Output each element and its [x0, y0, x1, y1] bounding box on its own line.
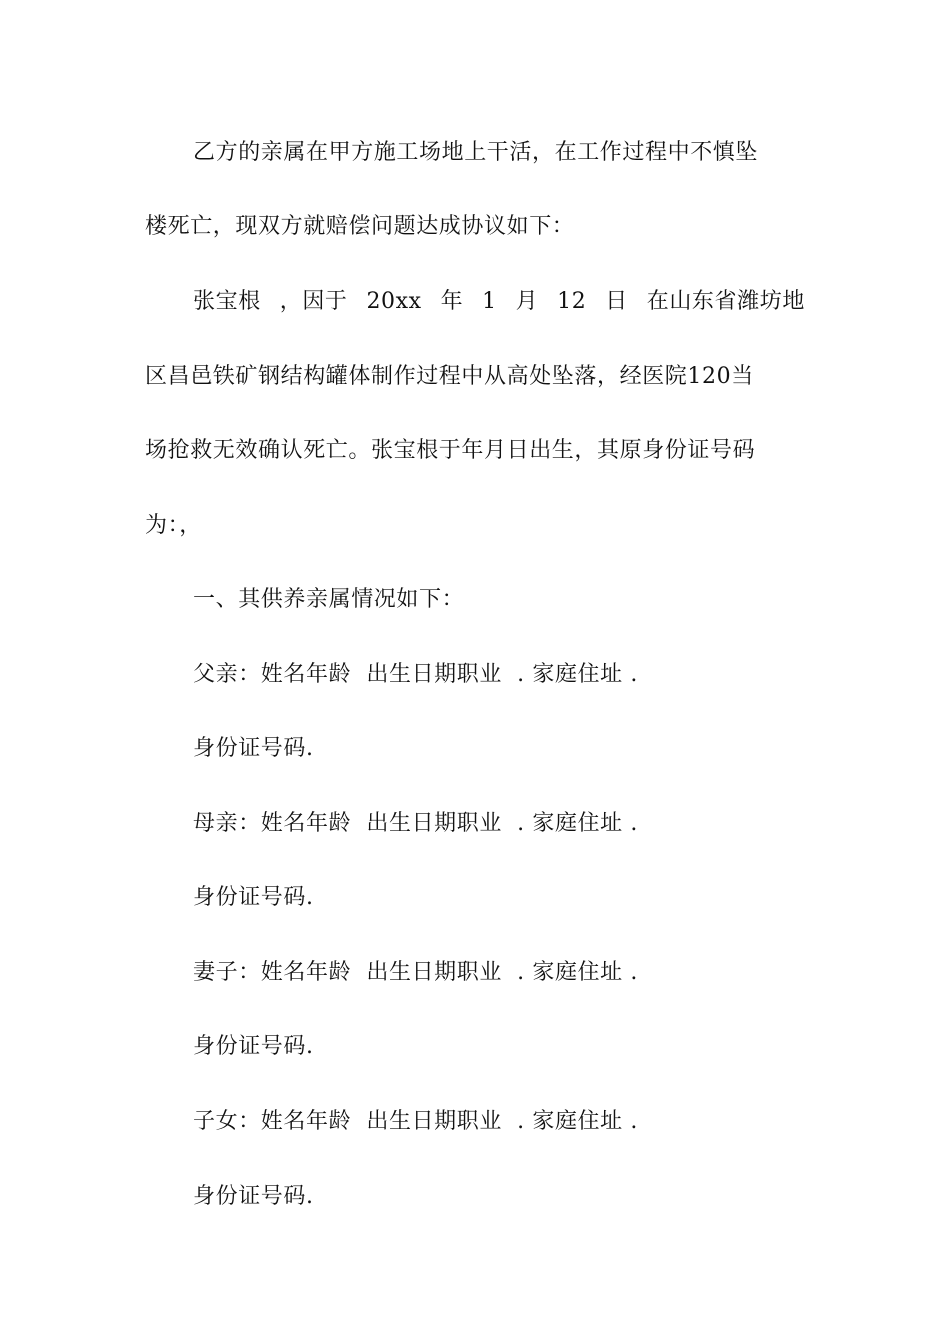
relative-father-id-line: 身份证号码. [193, 736, 314, 761]
relative-children-id-line: 身份证号码. [193, 1184, 314, 1209]
paragraph-2-line-2: 区昌邑铁矿钢结构罐体制作过程中从高处坠落，经医院120当 [145, 364, 754, 389]
relative-mother-line: 母亲：姓名年龄 出生日期职业 . 家庭住址 . [193, 811, 638, 836]
paragraph-2-line-1 [193, 287, 805, 317]
month-label: 月 [515, 289, 539, 314]
month-value: 1 [482, 289, 497, 314]
relative-wife-id-line: 身份证号码. [193, 1034, 314, 1059]
paragraph-1-line-1: 乙方的亲属在甲方施工场地上干活，在工作过程中不慎坠 [193, 140, 759, 165]
relative-mother-id-line: 身份证号码. [193, 885, 314, 910]
paragraph-2-line-3: 场抢救无效确认死亡。张宝根于年月日出生，其原身份证号码 [145, 438, 756, 463]
section-heading: 一、其供养亲属情况如下： [193, 587, 465, 612]
relative-father-line: 父亲：姓名年龄 出生日期职业 . 家庭住址 . [193, 662, 638, 687]
day-label: 日 [605, 289, 628, 314]
location-text: 在山东省潍坊地 [646, 289, 805, 314]
relative-wife-line: 妻子：姓名年龄 出生日期职业 . 家庭住址 . [193, 960, 638, 985]
text-due-to: ，因于 [279, 289, 348, 314]
year-label: 年 [440, 289, 464, 314]
relative-children-line: 子女：姓名年龄 出生日期职业 . 家庭住址 . [193, 1109, 638, 1134]
victim-name: 张宝根 [193, 289, 261, 314]
year-value: 20xx [366, 289, 422, 314]
paragraph-2-line-4: 为：， [145, 513, 202, 538]
paragraph-1-line-2: 楼死亡，现双方就赔偿问题达成协议如下： [145, 214, 575, 239]
day-value: 12 [557, 289, 587, 314]
